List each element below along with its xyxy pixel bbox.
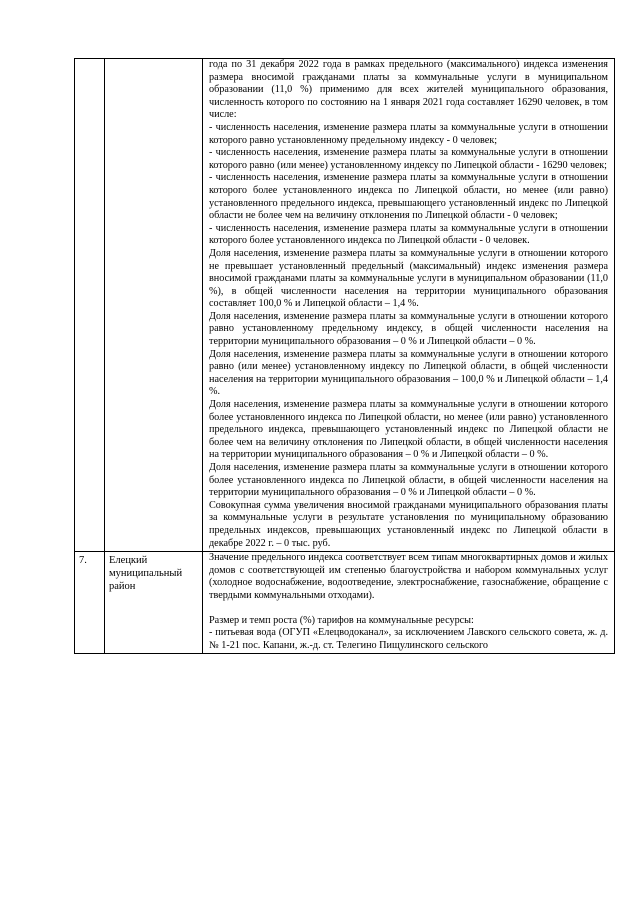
spacer xyxy=(209,603,608,615)
table-row-continuation xyxy=(75,59,615,552)
paragraph: Доля населения, изменение размера платы за коммунальные услуги в отношении которого не превышает установленный предельный (максимальный) индекс изменения размера вносимой гражданами платы за коммунальные услуги в муниципальном образовании (11,0 %), в общей численности населения на территории муниципального образования составляет 100,0 % и Липецкой области – 1,4 %. xyxy=(209,247,608,310)
paragraph: - численность населения, изменение размера платы за коммунальные услуги в отношении которого равно (или менее) установленному индексу по Липецкой области - 16290 человек; xyxy=(209,147,608,171)
row-description-cell xyxy=(203,552,615,654)
paragraph: Доля населения, изменение размера платы за коммунальные услуги в отношении которого равно (или менее) установленному индексу по Липецкой области, в общей численности населения на территории муниципального образования – 100,0 % и Липецкой области – 1,4 %. xyxy=(209,348,608,398)
row-name-cell xyxy=(105,59,203,552)
paragraph: Доля населения, изменение размера платы за коммунальные услуги в отношении которого равно установленному предельному индексу, в общей численности населения на территории муниципального образования – 0 % и Липецкой области – 0 %. xyxy=(209,310,608,348)
row-description-cell xyxy=(203,59,615,552)
paragraph: Доля населения, изменение размера платы за коммунальные услуги в отношении которого более установленного индекса по Липецкой области, но менее (или равно) установленного предельного индекса, превышающего установленный индекс по Липецкой области не более чем на величину отклонения по Липецкой области, в общей численности населения на территории муниципального образования – 0 % и Липецкой области – 0 %. xyxy=(209,399,608,461)
municipal-index-table xyxy=(74,58,615,654)
paragraph: - численность населения, изменение размера платы за коммунальные услуги в отношении которого более установленного индекса по Липецкой области - 0 человек. xyxy=(209,222,608,247)
row-number-cell xyxy=(75,59,105,552)
paragraph: года по 31 декабря 2022 года в рамках предельного (максимального) индекса изменения размера вносимой гражданами платы за коммунальные услуги в муниципальном образовании (11,0 %) применимо для всех жителей муниципального образования, численность которого по состоянию на 1 января 2021 года составляет 16290 человек, в том числе: xyxy=(209,59,608,121)
paragraph: - численность населения, изменение размера платы за коммунальные услуги в отношении которого равно установленному предельному индексу - 0 человек; xyxy=(209,121,608,146)
row-number-cell: 7. xyxy=(75,552,105,654)
tariff-line: - питьевая вода (ОГУП «Елецводоканал», за исключением Лавского сельского совета, ж. д. № 1-21 пос. Капани, ж.-д. ст. Телегино Пищулинского сельского xyxy=(209,627,608,651)
paragraph: Значение предельного индекса соответствует всем типам многоквартирных домов и жилых домов с соответствующей им степенью благоустройства и набором коммунальных услуг (холодное водоснабжение, водоотведение, электроснабжение, газоснабжение, обращение с твердыми коммунальными отходами). xyxy=(209,552,608,601)
paragraph: Доля населения, изменение размера платы за коммунальные услуги в отношении которого более установленного индекса по Липецкой области, в общей численности населения на территории муниципального образования – 0 % и Липецкой области – 0 %. xyxy=(209,462,608,499)
document-page xyxy=(74,58,614,654)
paragraph: - численность населения, изменение размера платы за коммунальные услуги в отношении которого более установленного индекса по Липецкой области, но менее (или равно) установленного предельного индекса, превышающего установленный индекс по Липецкой области не более чем на величину отклонения по Липецкой области - 0 человек; xyxy=(209,172,608,222)
row-name-cell: Елецкий муниципальный район xyxy=(105,552,203,654)
tariffs-heading: Размер и темп роста (%) тарифов на коммунальные ресурсы: xyxy=(209,614,474,626)
table-row-7 xyxy=(75,552,615,654)
paragraph: Совокупная сумма увеличения вносимой гражданами муниципального образования платы за коммунальные услуги в результате установления по муниципальному образованию предельных индексов, превышающих установленный индекс по Липецкой области в декабре 2022 г. – 0 тыс. руб. xyxy=(209,499,608,549)
